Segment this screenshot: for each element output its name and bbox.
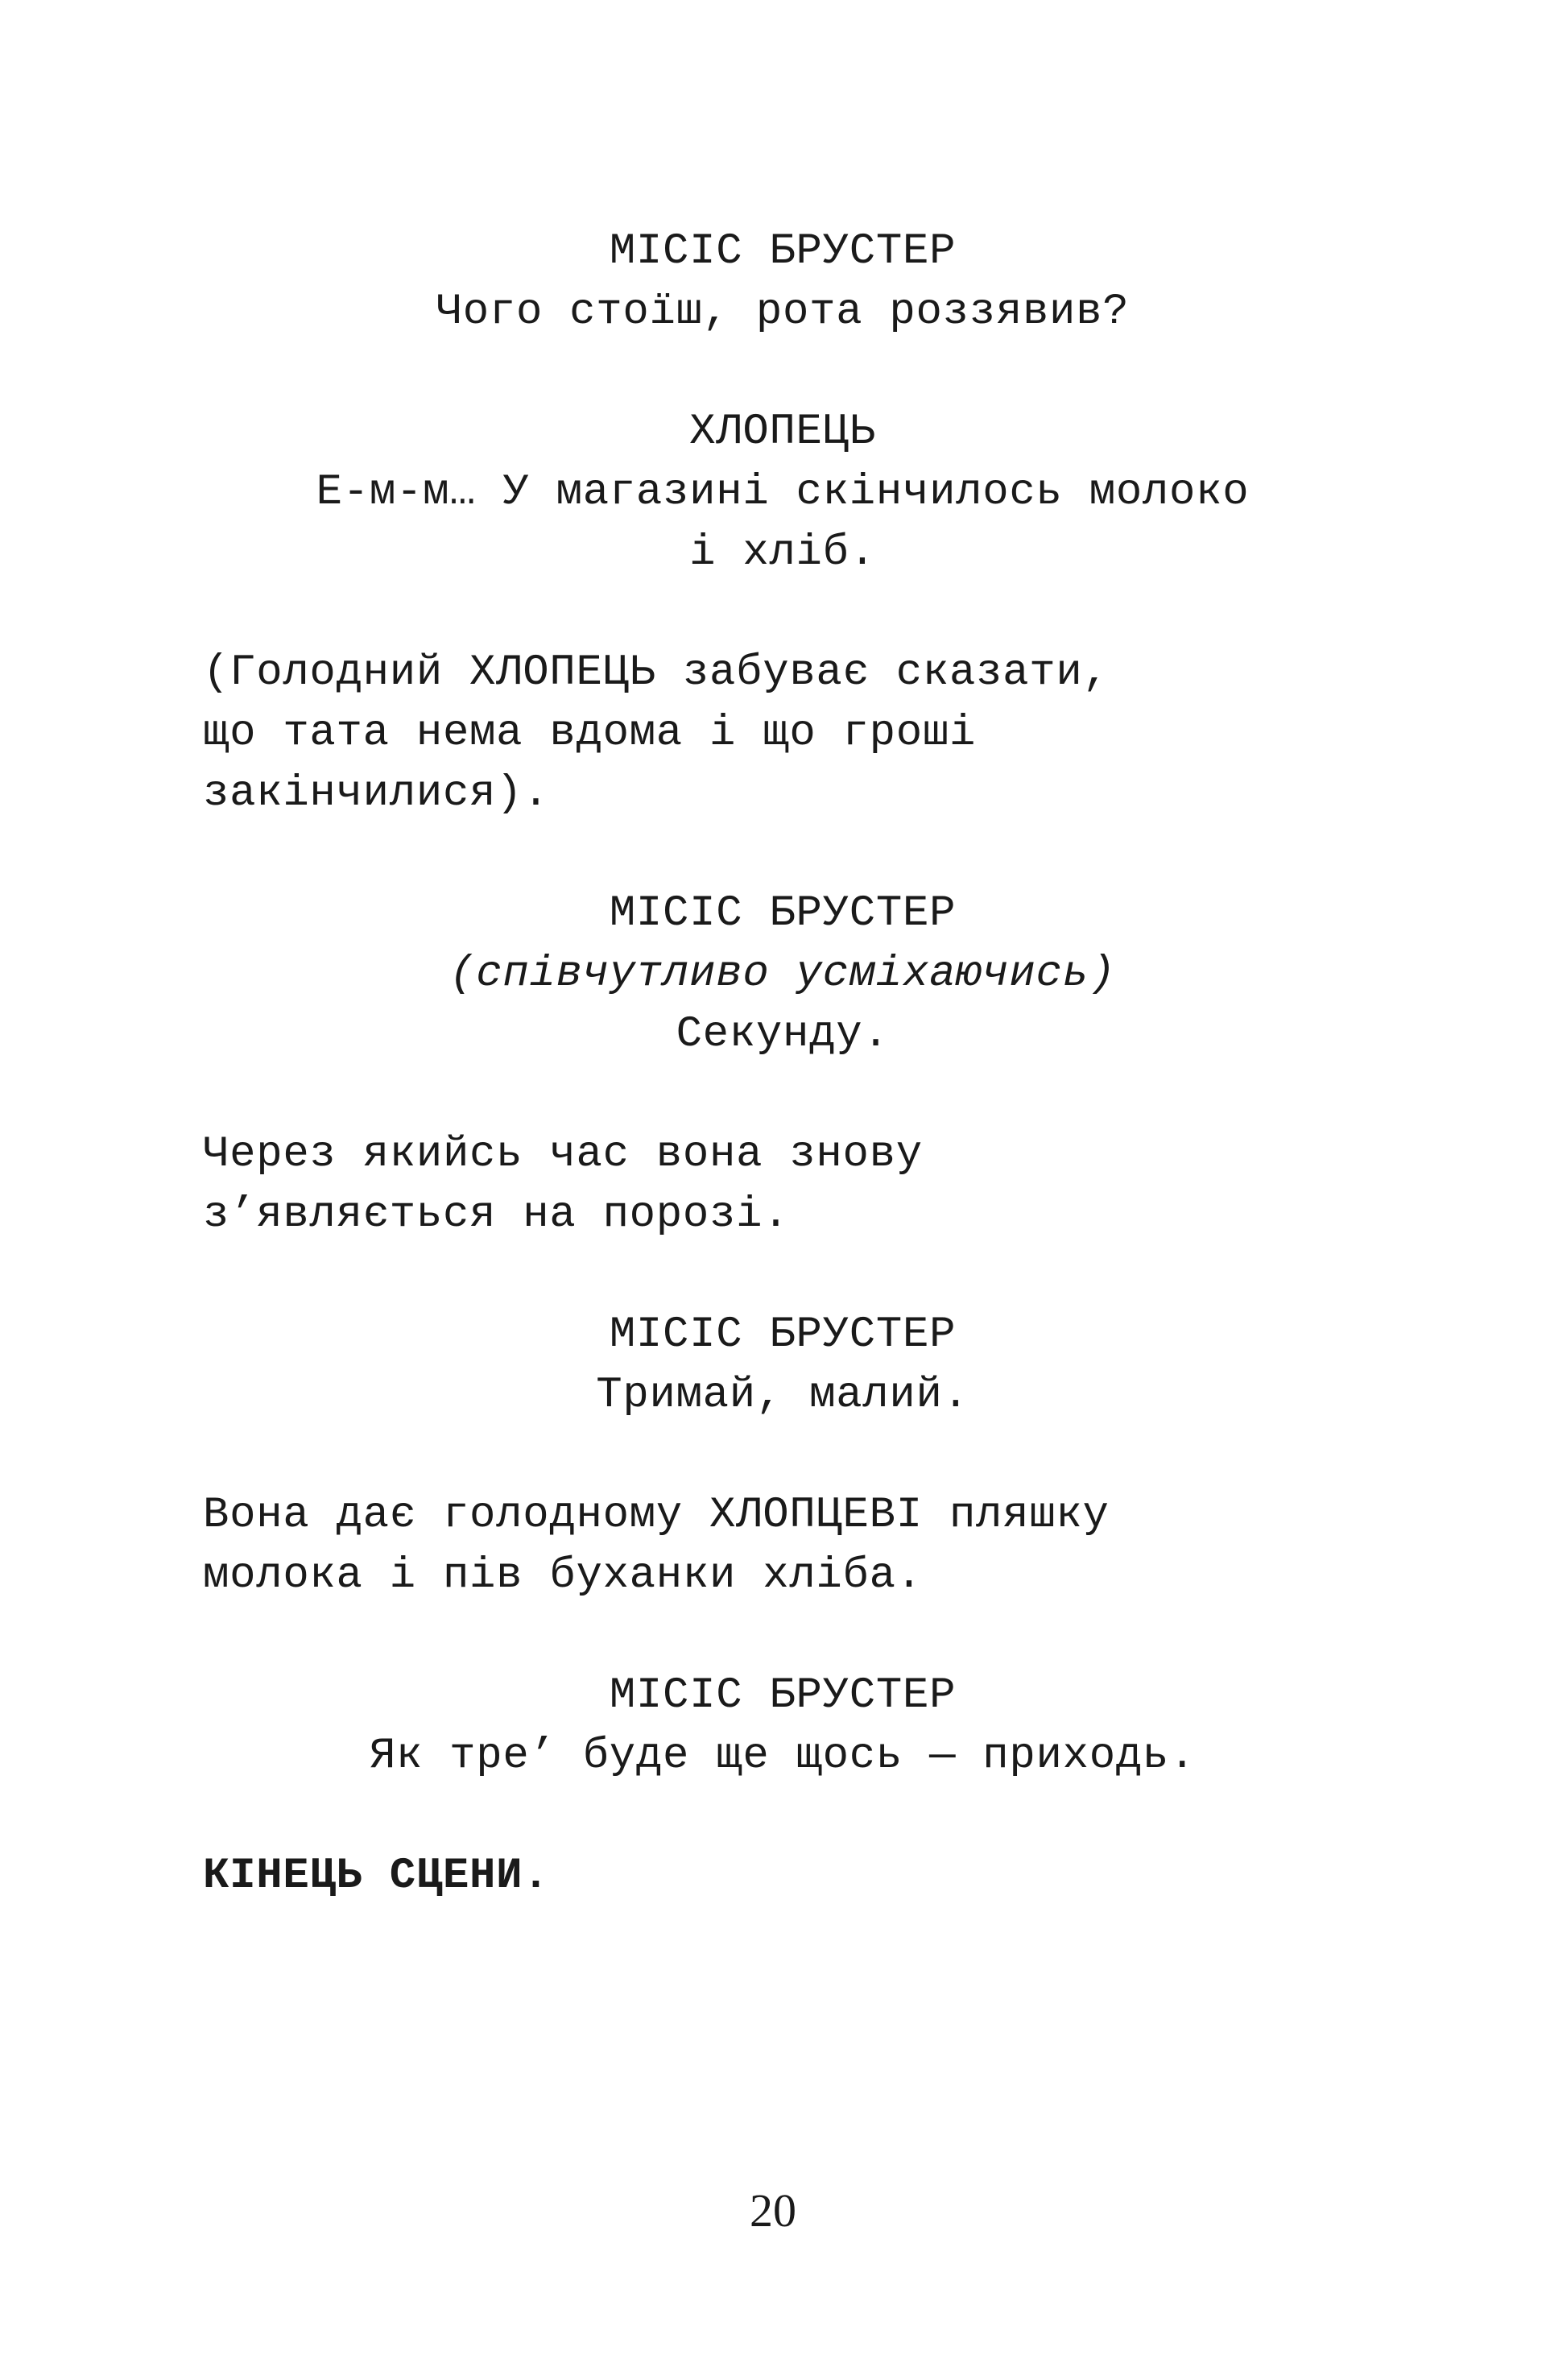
dialogue-block	[203, 1666, 1362, 1786]
action-line: молока і пів буханки хліба.	[203, 1551, 923, 1600]
dialogue-block	[203, 221, 1362, 342]
dialogue-line: Як тре’ буде ще щось — приходь.	[369, 1732, 1197, 1781]
dialogue-block	[203, 402, 1362, 583]
action-line: з’являється на порозі.	[203, 1190, 790, 1240]
speaker-name: МІСІС БРУСТЕР	[609, 1671, 957, 1720]
dialogue-line: Тримай, малий.	[596, 1371, 969, 1420]
parenthetical: (співчутливо усміхаючись)	[449, 950, 1116, 999]
page-number: 20	[750, 2184, 796, 2237]
speaker-name: МІСІС БРУСТЕР	[609, 1310, 957, 1360]
dialogue-line: Е-м-м… У магазині скінчилось молоко	[316, 468, 1250, 517]
action-block	[203, 643, 1362, 824]
dialogue-block	[203, 884, 1362, 1065]
action-block	[203, 1485, 1362, 1606]
speaker-name: МІСІС БРУСТЕР	[609, 227, 957, 276]
action-line: Через якийсь час вона знову	[203, 1130, 923, 1179]
dialogue-line: і хліб.	[689, 528, 876, 577]
dialogue-line: Чого стоїш, рота роззявив?	[436, 288, 1130, 337]
dialogue-line: Секунду.	[676, 1010, 890, 1059]
action-line: (Голодний ХЛОПЕЦЬ забуває сказати,	[203, 648, 1110, 697]
action-block	[203, 1124, 1362, 1245]
scene-end-label: КІНЕЦЬ СЦЕНИ.	[203, 1852, 550, 1901]
speaker-name: МІСІС БРУСТЕР	[609, 889, 957, 938]
screenplay-text	[203, 221, 1362, 1966]
action-line: що тата нема вдома і що гроші	[203, 709, 977, 758]
action-line: закінчилися).	[203, 769, 550, 818]
action-line: Вона дає голодному ХЛОПЦЕВІ пляшку	[203, 1491, 1110, 1540]
dialogue-block	[203, 1305, 1362, 1426]
speaker-name: ХЛОПЕЦЬ	[689, 408, 876, 457]
